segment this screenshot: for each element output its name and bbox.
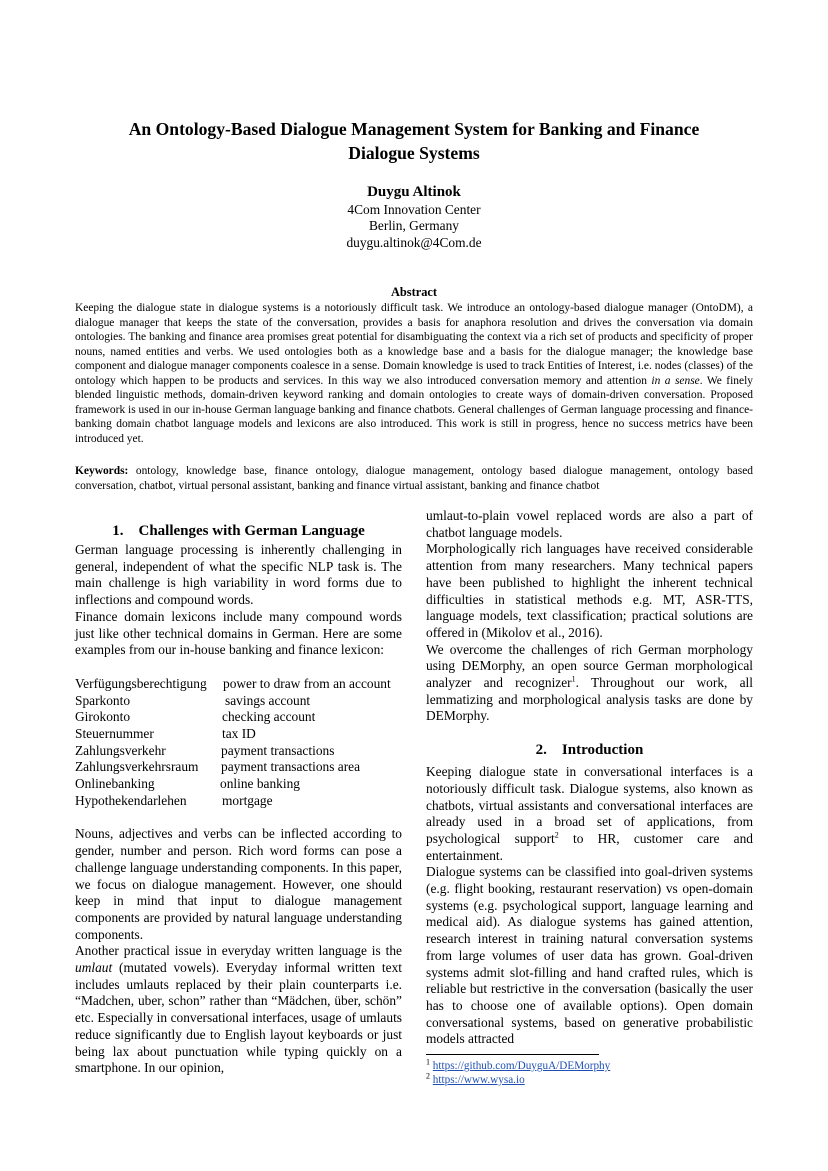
lexicon-row [75,676,402,693]
footnote-link[interactable]: https://www.wysa.io [432,1074,525,1087]
left-column [75,508,402,1077]
title-line-2: Dialogue Systems [348,143,480,163]
lexicon-german-term: Steuernummer [75,725,154,741]
lexicon-row [75,776,402,793]
lexicon-english-term: tax ID [222,725,256,741]
umlaut-italic: umlaut [75,960,113,976]
lexicon-row [75,726,402,743]
section-2-heading: 2. Introduction [535,742,644,759]
lexicon-german-term: Zahlungsverkehrsraum [75,759,199,775]
section-1-paragraph-2: Finance domain lexicons include many compound words just like other technical domains in German. Here are some examples from our in-house banking and finance lexicon: [75,608,402,658]
footnote [426,1059,753,1073]
paper-title [60,117,768,165]
lexicon-english-term: savings account [225,692,311,708]
lexicon-row [75,693,402,710]
section-1-heading: 1. Challenges with German Language [112,523,365,539]
lexicon-german-term: Girokonto [75,709,131,725]
lexicon-english-term: mortgage [222,792,273,808]
section-1-paragraph-3: Nouns, adjectives and verbs can be inflected according to gender, number and person. Rich word forms can pose a challenge language understanding components. In this paper, we focus on dialogue management. However, one should keep in mind that input to dialogue management components are provided by natural language understanding components. [75,826,402,942]
lexicon-english-term: payment transactions area [221,759,361,775]
author-name: Duygu Altinok [367,184,461,200]
footnote-ref-2: 2 [554,830,559,840]
lexicon-row [75,793,402,810]
author-location: Berlin, Germany [369,218,459,234]
lexicon-table [75,676,402,810]
title-line-1: An Ontology-Based Dialogue Management System for Banking and Finance [128,119,700,139]
author-affiliation: 4Com Innovation Center [347,202,481,217]
lexicon-row [75,759,402,776]
author-email: duygu.altinok@4Com.de [346,234,482,250]
footnote-mark: 2 [426,1071,430,1081]
s2-paragraph-1-part-2: to HR, customer care and entertainment. [426,830,753,863]
lexicon-row [75,743,402,760]
paragraph-4-part-2: (mutated vowels). Everyday informal written text includes umlauts replaced by their plain counterparts i.e. “Madchen, uber, schon” rather than “Mädchen, über, schön” etc. Especially in conversational interfaces, usage of umlauts reduce significantly due to English layout keyboards or just being lax about punctuation while typing quickly on a smartphone. In our opinion, [75,960,402,1076]
section-1-paragraph-1: German language processing is inherently challenging in general, independent of what the specific NLP task is. The main challenge is high variability in word forms due to inflections and compound words. [75,542,402,608]
paragraph-7-part-1: We overcome the challenges of rich German morphology using DEMorphy, an open source German morphological analyzer and recognizer [426,641,753,691]
s2-paragraph-1-part-1: Keeping dialogue state in conversational interfaces is a notoriously difficult task. Dialogue systems, also known as chatbots, virtual assistants and conversational interfaces are already used in a broad set of applications, from psychological support [426,764,753,846]
keywords-label: Keywords: [75,465,129,477]
footnote-mark: 1 [426,1057,430,1067]
lexicon-german-term: Verfügungsberechtigung [75,675,207,691]
abstract-text [75,301,753,446]
paragraph-7-part-2: . Throughout our work, all lemmatizing and morphological analysis tasks are done by DEMorphy. [426,675,753,724]
section-2-paragraph-2: Dialogue systems can be classified into goal-driven systems (e.g. flight booking, restaurant reservation) vs open-domain systems (e.g. psychological support, language learning and medical aid). As dialogue systems has gained attention, research interest in training natural conversation systems from large volumes of user data has grown. Goal-driven systems admit slot-filling and hand crafted rules, which is reliable but restrictive in the conversation (basically the user has to choose one of available options). Open domain conversational systems, based on generative probabilistic models attracted [426,864,753,1047]
section-1-paragraph-5: umlaut-to-plain vowel replaced words are also a part of chatbot language models. [426,508,753,540]
lexicon-german-term: Zahlungsverkehr [75,742,166,758]
footnote-link[interactable]: https://github.com/DuyguA/DEMorphy [432,1060,611,1073]
lexicon-english-term: power to draw from an account [223,675,391,691]
abstract-part-2: . We finely blended linguistic methods, domain-driven keyword ranking and domain ontologies to create ways of domain-driven conversation. Proposed framework is used in our in-house German language banking and finance chatbots. General challenges of German language processing and finance-banking domain chatbot language models and lexicons are also introduced. This work is still in progress, hence no success metrics have been introduced yet. [75,374,753,445]
keywords-text: ontology, knowledge base, finance ontology, dialogue management, ontology based dialogue management, ontology based conversation, chatbot, virtual personal assistant, banking and finance virtual assistant, banking and finance chatbot [75,465,753,492]
lexicon-german-term: Onlinebanking [75,776,155,792]
footnote-ref-1: 1 [571,674,576,684]
abstract-part-1: Keeping the dialogue state in dialogue systems is a notoriously difficult task. We introduce an ontology-based dialogue manager (OntoDM), a dialogue manager that keeps the state of the conversation, provides a basis for anaphora resolution and drives the conversation via domain ontologies. The banking and finance area promises great potential for disambiguating the context via a rich set of products and specificity of proper nouns, named entities and verbs. We used ontologies both as a knowledge base and a basis for the dialogue manager; the knowledge base component and dialogue manager components coalesce in a sense. Domain knowledge is used to track Entities of Interest, i.e. nodes (classes) of the ontology which happen to be products and services. In this way we also introduced conversation memory and attention [75,302,753,387]
footnote-rule [426,1054,599,1055]
section-2-paragraph-1 [426,764,753,864]
right-column [426,508,753,1087]
section-1-paragraph-4 [75,943,402,1077]
footnotes [426,1059,753,1087]
author-block [200,182,628,251]
section-1-paragraph-7 [426,642,753,726]
keywords [75,464,753,493]
lexicon-row [75,709,402,726]
footnote [426,1073,753,1087]
lexicon-english-term: online banking [220,776,300,792]
lexicon-german-term: Hypothekendarlehen [75,792,187,808]
abstract-italic: in a sense [651,374,700,387]
paragraph-4-part-1: Another practical issue in everyday written language is the [75,943,402,959]
lexicon-english-term: payment transactions [221,742,335,758]
section-1-paragraph-6: Morphologically rich languages have received considerable attention from many researchers. Many technical papers have been published to highlight the inherent technical difficulties in statistical methods e.g. MT, ASR-TTS, language models, text classification; practical solutions are offered in (Mikolov et al., 2016). [426,541,753,640]
abstract-heading: Abstract [390,285,438,299]
lexicon-english-term: checking account [222,709,316,725]
lexicon-german-term: Sparkonto [75,692,131,708]
